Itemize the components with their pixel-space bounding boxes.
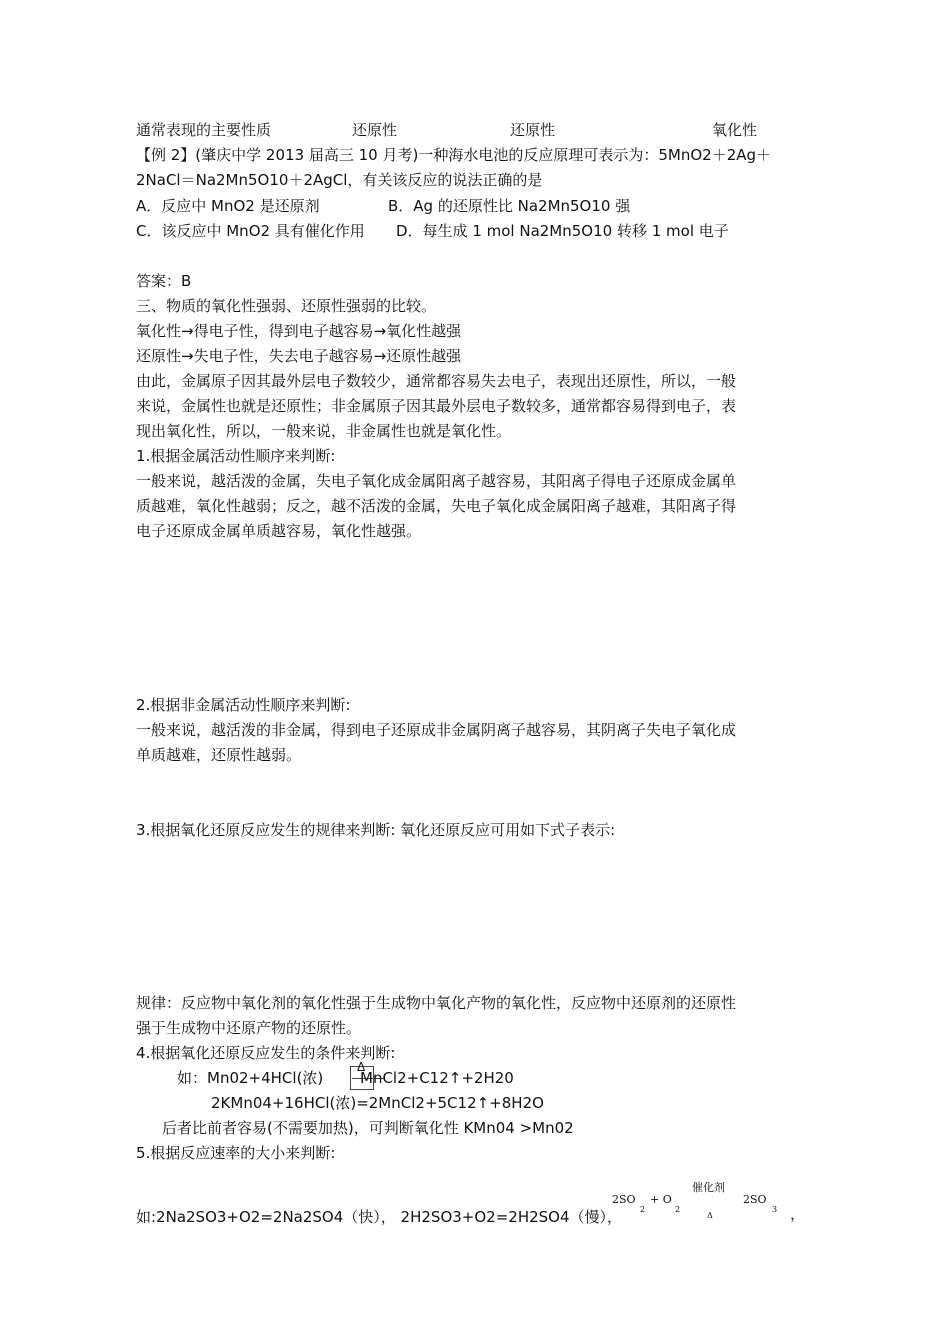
rule4-conclusion: 后者比前者容易(不需要加热)，可判断氧化性 KMn04 >Mn02: [162, 1119, 574, 1137]
so2-oxidation-formula: [600, 1175, 820, 1235]
catalyst-label: 催化剂: [692, 1181, 725, 1194]
paragraph-line: 现出氧化性，所以，一般来说，非金属性也就是氧化性。: [136, 422, 512, 440]
paragraph-line: 由此，金属原子因其最外层电子数较少，通常都容易失去电子，表现出还原性，所以，一般: [136, 372, 737, 390]
rule1-title: 1.根据金属活动性顺序来判断:: [136, 447, 336, 465]
paragraph-line: 来说，金属性也就是还原性；非金属原子因其最外层电子数较多，通常都容易得到电子，表: [136, 397, 737, 415]
option-d: D．每生成 1 mol Na2Mn5O10 转移 1 mol 电子: [396, 222, 729, 240]
rule4-equation1-prefix: 如：Mn02+4HCl(浓): [177, 1069, 324, 1087]
paragraph-line: 强于生成物中还原产物的还原性。: [136, 1019, 362, 1037]
table-cell-oxidizing: 氧化性: [712, 121, 758, 139]
option-b: B．Ag 的还原性比 Na2Mn5O10 强: [388, 197, 631, 215]
answer-line: 答案：B: [136, 272, 192, 290]
paragraph-line: 单质越难，还原性越弱。: [136, 746, 302, 764]
rule5-equation-line: 如:2Na2SO3+O2=2Na2SO4（快）， 2H2SO3+O2=2H2SO4（慢），: [136, 1208, 623, 1226]
heating-delta-mark: Δ: [357, 1060, 366, 1074]
paragraph-line: 规律：反应物中氧化剂的氧化性强于生成物中氧化产物的氧化性，反应物中还原剂的还原性: [136, 994, 737, 1012]
formula-subscript-3: 3: [772, 1205, 778, 1214]
formula-subscript-2: 2: [675, 1205, 681, 1214]
example-question-line1: 【例 2】(肇庆中学 2013 届高三 10 月考)一种海水电池的反应原理可表示为：5MnO2＋2Ag＋: [136, 146, 772, 164]
rule1-paragraph: [136, 469, 816, 544]
rule2-title: 2.根据非金属活动性顺序来判断:: [136, 696, 351, 714]
table-cell-reducing-1: 还原性: [352, 121, 398, 139]
oxidizing-definition: 氧化性→得电子性，得到电子越容易→氧化性越强: [136, 322, 462, 340]
section-heading: 三、物质的氧化性强弱、还原性强弱的比较。: [136, 297, 437, 315]
rule5-title: 5.根据反应速率的大小来判断:: [136, 1144, 336, 1162]
rule4-equation2: 2KMn04+16HCl(浓)=2MnCl2+5C12↑+8H2O: [211, 1094, 544, 1112]
formula-2so3: 2SO: [743, 1193, 767, 1206]
metal-nonmetal-paragraph: [136, 369, 816, 444]
rule4-equation1-suffix: MnCl2+C12↑+2H20: [360, 1069, 514, 1087]
paragraph-line: 电子还原成金属单质越容易，氧化性越强。: [136, 522, 422, 540]
table-cell-reducing-2: 还原性: [510, 121, 556, 139]
paragraph-line: 一般来说，越活泼的金属，失电子氧化成金属阳离子越容易，其阳离子得电子还原成金属单: [136, 472, 737, 490]
formula-comma: ，: [790, 1205, 806, 1223]
formula-2so: 2SO: [612, 1193, 636, 1206]
rule2-paragraph: [136, 718, 816, 768]
paragraph-line: 一般来说，越活泼的非金属，得到电子还原成非金属阴离子越容易，其阴离子失电子氧化成: [136, 721, 737, 739]
example-question-line2: 2NaCl＝Na2Mn5O10＋2AgCl，有关该反应的说法正确的是: [136, 171, 543, 189]
paragraph-line: 质越难，氧化性越弱；反之，越不活泼的金属，失电子氧化成金属阳离子越难，其阳离子得: [136, 497, 737, 515]
reducing-definition: 还原性→失电子性，失去电子越容易→还原性越强: [136, 347, 462, 365]
option-a: A．反应中 MnO2 是还原剂: [136, 197, 320, 215]
formula-plus-o: + O: [650, 1193, 672, 1206]
heat-delta-label: Δ: [707, 1211, 713, 1220]
table-row-label: 通常表现的主要性质: [136, 121, 272, 139]
rule3-title: 3.根据氧化还原反应发生的规律来判断: 氧化还原反应可用如下式子表示:: [136, 821, 616, 839]
option-c: C．该反应中 MnO2 具有催化作用: [136, 222, 365, 240]
rule4-title: 4.根据氧化还原反应发生的条件来判断:: [136, 1044, 396, 1062]
formula-subscript-2: 2: [640, 1205, 646, 1214]
rule3-law-paragraph: [136, 991, 816, 1041]
